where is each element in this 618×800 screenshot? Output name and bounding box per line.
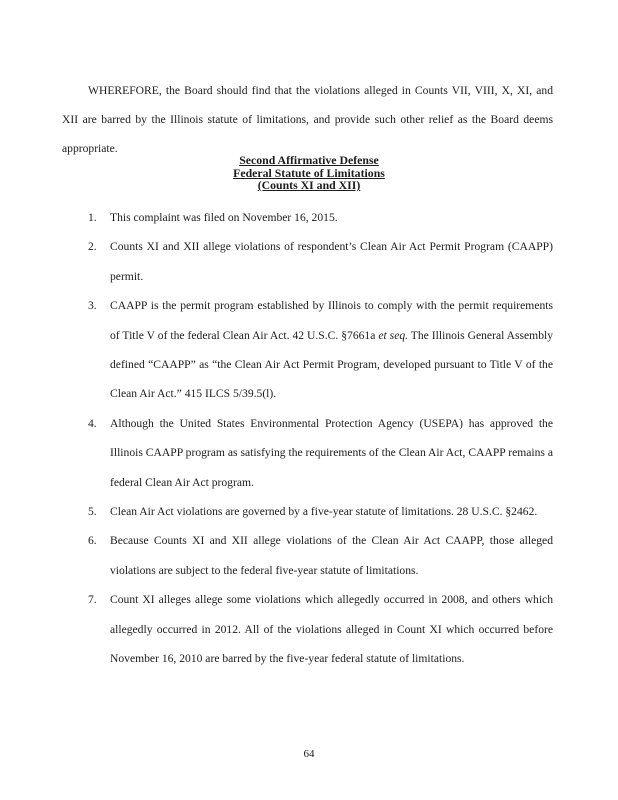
item-text: This complaint was filed on November 16, 2015. xyxy=(110,211,338,224)
heading-line-2: Federal Statute of Limitations xyxy=(233,165,385,180)
heading-line-1: Second Affirmative Defense xyxy=(239,153,379,167)
page-number: 64 xyxy=(303,748,315,760)
item-text-part: The Illinois General Assembly defined “CAAPP” as “the Clean Air Act Permit Program, developed pursuant to Title V of the Clean Air Act.” 415 ILCS 5/39.5(l). xyxy=(110,328,554,401)
item-number: 7. xyxy=(88,593,97,607)
list-item xyxy=(0,497,618,526)
item-text: Because Counts XI and XII allege violations of the Clean Air Act CAAPP, those alleged violations are subject to the federal five-year statute of limitations. xyxy=(110,534,553,577)
item-text: Although the United States Environmental Protection Agency (USEPA) has approved the Illinois CAAPP program as satisfying the requirements of the Clean Air Act, CAAPP remains a federal Clean Air Act program. xyxy=(110,416,553,489)
list-item xyxy=(0,409,618,497)
list-item xyxy=(0,203,618,232)
item-number: 2. xyxy=(88,240,97,254)
item-text-part: CAAPP is the permit program established by Illinois to comply with the permit requirements of Title V of the federal Clean Air Act. 42 U.S.C. §7661a xyxy=(110,299,553,342)
italic-citation: et seq. xyxy=(378,328,409,342)
item-number: 1. xyxy=(88,211,97,224)
section-heading xyxy=(0,154,618,192)
item-text: Count XI alleges allege some violations which allegedly occurred in 2008, and others which allegedly occurred in 2012. All of the violations alleged in Count XI which occurred before November 16, 2010 are barred by the five-year federal statute of limitations. xyxy=(110,593,553,666)
list-item xyxy=(0,585,618,673)
list-item xyxy=(0,232,618,291)
heading-line-3: (Counts XI and XII) xyxy=(257,178,361,193)
item-text xyxy=(110,291,553,409)
item-number: 5. xyxy=(88,505,97,519)
numbered-list xyxy=(0,203,618,674)
intro-paragraph: WHEREFORE, the Board should find that the violations alleged in Counts VII, VIII, X, XI, and XII are barred by the Illinois statute of limitations, and provide such other relief as the Board deems appropriate. xyxy=(62,83,553,156)
list-item xyxy=(0,291,618,409)
item-number: 6. xyxy=(88,534,97,548)
item-number: 4. xyxy=(88,416,97,430)
item-number: 3. xyxy=(88,299,97,313)
item-text: Clean Air Act violations are governed by a five-year statute of limitations. 28 U.S.C. §2462. xyxy=(110,505,538,519)
item-text: Counts XI and XII allege violations of respondent’s Clean Air Act Permit Program (CAAPP) permit. xyxy=(110,240,553,283)
list-item xyxy=(0,526,618,585)
